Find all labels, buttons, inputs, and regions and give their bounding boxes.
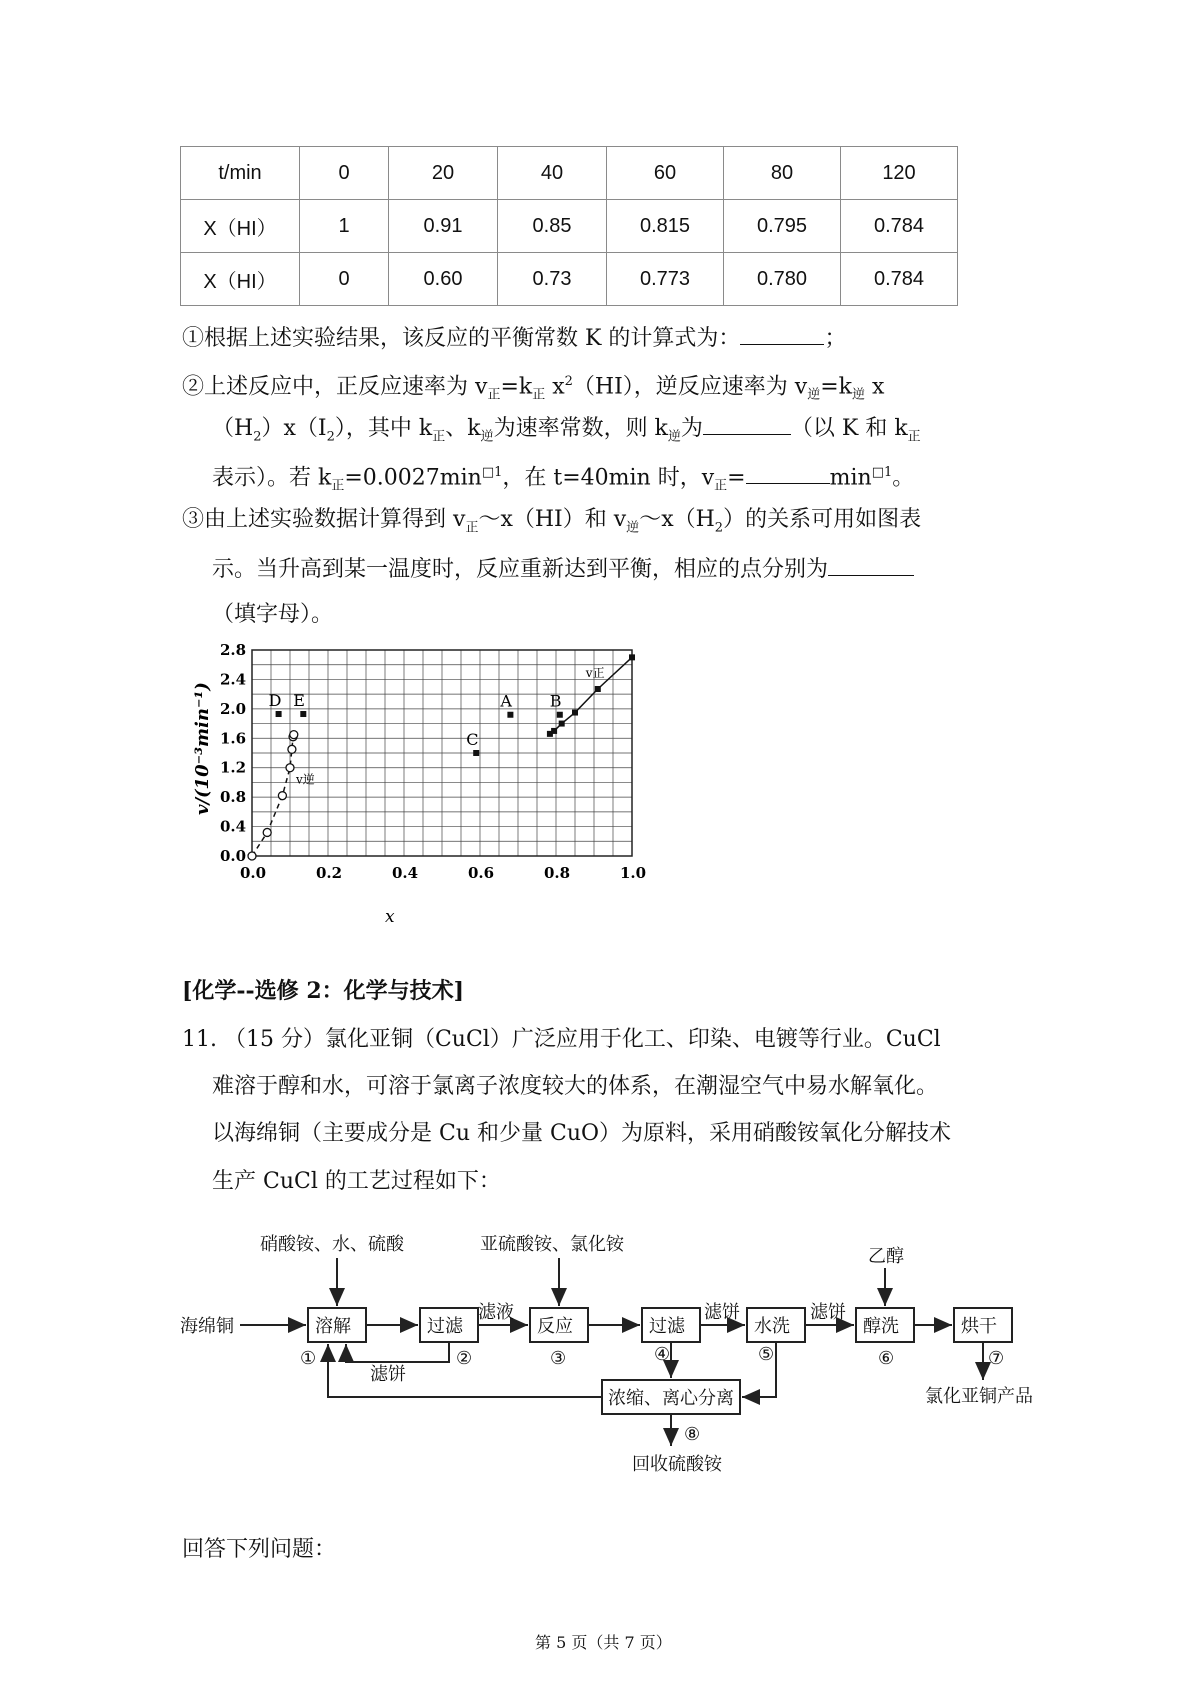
labeled-point	[276, 711, 282, 717]
answer-blank	[828, 553, 914, 576]
table-row	[181, 147, 958, 200]
q1-suffix: ；	[824, 326, 847, 351]
x-tick-label: 0.4	[392, 864, 419, 882]
question-3-line2: 示。当升高到某一温度时，反应重新达到平衡，相应的点分别为	[212, 553, 914, 585]
box-alcohol-wash-label: 醇洗	[863, 1316, 899, 1337]
data-point	[290, 731, 298, 739]
x-axis-label: x	[385, 907, 395, 927]
question-1	[182, 322, 846, 354]
step-num-2: ②	[456, 1348, 473, 1369]
y-axis-label: v/(10⁻³min⁻¹)	[192, 682, 213, 815]
x-tick-label: 0.6	[468, 864, 495, 882]
box-dry-label: 烘干	[961, 1316, 997, 1337]
table-cell: X（HI）	[181, 253, 300, 306]
q1-text: ①根据上述实验结果，该反应的平衡常数 K 的计算式为：	[182, 326, 741, 351]
chart-grid	[252, 650, 632, 856]
start-material: 海绵铜	[180, 1316, 234, 1337]
table-cell: 0.795	[724, 200, 841, 253]
page-footer: 第 5 页（共 7 页）	[535, 1633, 672, 1652]
step-num-3: ③	[550, 1348, 567, 1369]
answer-blank	[746, 461, 830, 484]
table-cell: 0.780	[724, 253, 841, 306]
step-num-4: ④	[654, 1344, 671, 1365]
y-tick-label: 0.8	[220, 788, 247, 807]
data-table	[180, 146, 958, 306]
point-label: E	[293, 691, 305, 711]
x-tick-label: 0.8	[544, 864, 571, 882]
q11-line3: 以海绵铜（主要成分是 Cu 和少量 CuO）为原料，采用硝酸铵氧化分解技术	[212, 1121, 952, 1146]
data-point	[559, 721, 565, 727]
data-point	[595, 686, 601, 692]
step-num-7: ⑦	[988, 1348, 1005, 1369]
edge-filter-cake-1: 滤饼	[704, 1302, 740, 1323]
step-num-6: ⑥	[878, 1348, 895, 1369]
data-point	[288, 745, 296, 753]
data-point	[263, 828, 271, 836]
y-tick-label: 1.6	[220, 729, 247, 748]
table-header-cell: 20	[389, 147, 498, 200]
q11-line1: 11. （15 分）氯化亚铜（CuCl）广泛应用于化工、印染、电镀等行业。CuCl	[182, 1027, 941, 1052]
y-tick-label: 2.4	[220, 670, 247, 689]
recover-label: 回收硫酸铵	[632, 1454, 722, 1475]
chart-marks	[248, 654, 635, 860]
table-cell: 0.73	[498, 253, 607, 306]
table-cell: 0.91	[389, 200, 498, 253]
question-3-line1: ③由上述实验数据计算得到 $v_正\sim x(HI)$和 $v_逆\sim x(H_2)$的关系可用如图表	[182, 507, 922, 536]
data-point	[572, 710, 578, 716]
series-label: v正	[585, 665, 605, 680]
table-cell: 0.60	[389, 253, 498, 306]
point-label: A	[500, 691, 512, 711]
answer-blank	[740, 322, 824, 345]
data-point	[248, 852, 256, 860]
point-label: B	[549, 691, 562, 711]
edge-filter-cake-2: 滤饼	[810, 1302, 846, 1323]
q11-line2: 难溶于醇和水，可溶于氯离子浓度较大的体系，在潮湿空气中易水解氧化。	[212, 1074, 939, 1099]
table-header-cell: 80	[724, 147, 841, 200]
section-title: [化学--选修 2：化学与技术]	[182, 978, 465, 1004]
table-header-cell: 60	[607, 147, 724, 200]
table-header-cell: t/min	[181, 147, 300, 200]
point-label: D	[268, 691, 282, 711]
labeled-point	[300, 711, 306, 717]
table-header-cell: 40	[498, 147, 607, 200]
question-2-line2: $(H_2)x(I_2)$，其中 $k_正$、$k_逆$为速率常数，则 $k_逆$为 （以 K 和 $k_正$	[212, 412, 921, 452]
box-filter-2-label: 过滤	[649, 1316, 685, 1337]
question-3-line3: （填字母）。	[212, 602, 334, 627]
table-cell: 1	[300, 200, 389, 253]
labeled-point	[507, 712, 513, 718]
step-num-1: ①	[300, 1348, 317, 1369]
series-label: v逆	[296, 772, 315, 787]
y-tick-label: 2.8	[220, 641, 247, 659]
y-tick-label: 2.0	[220, 699, 247, 718]
x-tick-label: 0.2	[316, 864, 343, 882]
step-num-5: ⑤	[758, 1344, 775, 1365]
table-cell: 0.85	[498, 200, 607, 253]
table-cell: 0	[300, 253, 389, 306]
question-2-line3: 表示）。若 $k_正=0.0027\min^{□1}$，在 t=40min 时，$v_正= \min^{□1}$。	[212, 458, 914, 502]
q11-line4: 生产 CuCl 的工艺过程如下：	[212, 1169, 501, 1194]
input-label-2: 亚硫酸铵、氯化铵	[480, 1234, 624, 1255]
answer-blank	[703, 412, 791, 435]
data-point	[551, 728, 557, 734]
table-row	[181, 200, 958, 253]
rate-vs-x-chart	[180, 640, 660, 930]
y-tick-label: 0.0	[220, 847, 247, 865]
point-label: C	[466, 730, 479, 749]
product-label: 氯化亚铜产品	[925, 1386, 1033, 1407]
table-cell: 0.773	[607, 253, 724, 306]
process-flow-diagram	[180, 1220, 1060, 1500]
input-label-1: 硝酸铵、水、硫酸	[260, 1234, 404, 1255]
box-concentrate-label: 浓缩、离心分离	[608, 1388, 734, 1409]
question-2-line1: ②上述反应中，正反应速率为 $v_正=k_正$ $x^2(HI)$，逆反应速率为 $v_逆=k_逆$ x	[182, 374, 885, 403]
box-wash-label: 水洗	[754, 1316, 790, 1337]
table-cell: X（HI）	[181, 200, 300, 253]
answer-prompt: 回答下列问题：	[182, 1537, 337, 1562]
y-tick-label: 0.4	[220, 817, 247, 836]
chart-ticks	[220, 641, 646, 882]
box-filter-1-label: 过滤	[427, 1316, 463, 1337]
labeled-point	[473, 750, 479, 756]
x-tick-label: 1.0	[620, 864, 647, 882]
table-cell: 0.784	[841, 253, 958, 306]
edge-filter-cake-back: 滤饼	[370, 1364, 406, 1385]
table-cell: 0.784	[841, 200, 958, 253]
edge-filtrate: 滤液	[478, 1302, 514, 1323]
table-row	[181, 253, 958, 306]
y-tick-label: 1.2	[220, 758, 247, 777]
table-header-cell: 0	[300, 147, 389, 200]
data-point	[278, 792, 286, 800]
data-point	[286, 764, 294, 772]
labeled-point	[557, 712, 563, 718]
box-dissolve-label: 溶解	[315, 1316, 351, 1337]
table-cell: 0.815	[607, 200, 724, 253]
step-num-8: ⑧	[684, 1424, 701, 1445]
table-header-cell: 120	[841, 147, 958, 200]
box-react-label: 反应	[537, 1316, 573, 1337]
data-point	[629, 654, 635, 660]
x-tick-label: 0.0	[240, 864, 267, 882]
input-label-3: 乙醇	[868, 1246, 904, 1267]
